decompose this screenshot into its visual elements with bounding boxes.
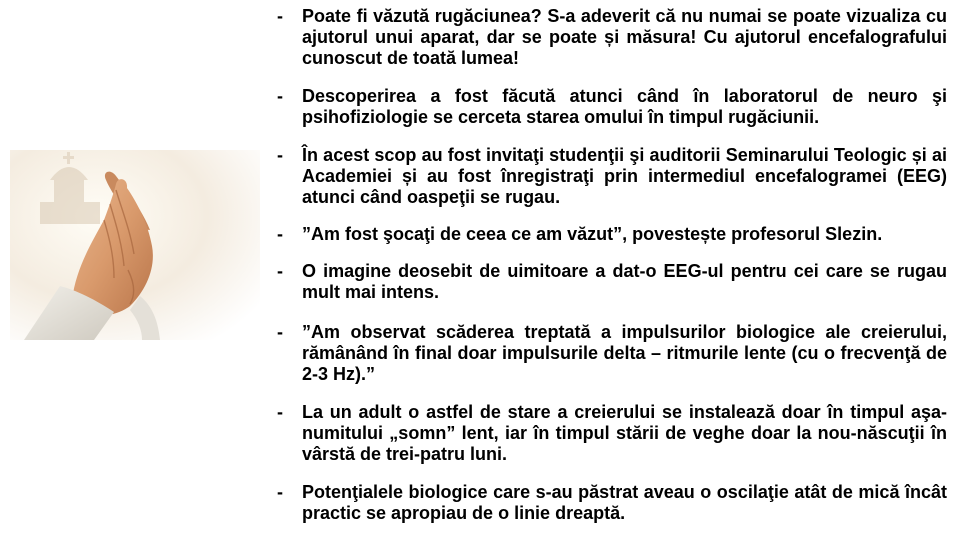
bullet-text: Potenţialele biologice care s-au păstrat aveau o oscilaţie atât de mică încât practic se apropiau de o linie dreaptă. xyxy=(302,482,947,523)
bullet-dash: - xyxy=(277,261,283,281)
bullet-text: La un adult o astfel de stare a creierului se instalează doar în timpul aşa-numitului „somn” lent, iar în timpul stării de veghe doar la nou-născuţii în vârstă de trei-patru luni. xyxy=(302,402,947,464)
bullet-item xyxy=(277,402,947,465)
bullet-item xyxy=(277,322,947,385)
bullet-item xyxy=(277,86,947,128)
bullet-text: O imagine deosebit de uimitoare a dat-o EEG-ul pentru cei care se rugau mult mai intens. xyxy=(302,261,947,302)
bullet-item xyxy=(277,261,947,303)
bullet-text: ”Am fost şocaţi de ceea ce am văzut”, povestește profesorul Slezin. xyxy=(302,224,883,244)
bullet-item xyxy=(277,482,947,524)
bullet-dash: - xyxy=(277,482,283,502)
bullet-dash: - xyxy=(277,145,283,165)
bullet-list xyxy=(277,6,947,542)
praying-hands-icon xyxy=(10,150,260,340)
bullet-dash: - xyxy=(277,402,283,422)
bullet-dash: - xyxy=(277,6,283,26)
bullet-dash: - xyxy=(277,322,283,342)
bullet-item xyxy=(277,145,947,208)
bullet-text: În acest scop au fost invitaţi studenţii şi auditorii Seminarului Teologic și ai Academiei și au fost înregistraţi prin intermediul encefalogramei (EEG) atunci când oaspeţii se rugau. xyxy=(302,145,947,207)
bullet-text: Poate fi văzută rugăciunea? S-a adeverit că nu numai se poate vizualiza cu ajutorul unui aparat, dar se poate și măsura! Cu ajutorul encefalografului cunoscut de toată lumea! xyxy=(302,6,947,68)
bullet-item xyxy=(277,6,947,69)
bullet-text: ”Am observat scăderea treptată a impulsurilor biologice ale creierului, rămânând în final doar impulsurile delta – ritmurile lente (cu o frecvenţă de 2-3 Hz).” xyxy=(302,322,947,384)
bullet-dash: - xyxy=(277,224,283,244)
praying-hands-illustration xyxy=(10,150,260,340)
bullet-dash: - xyxy=(277,86,283,106)
bullet-item xyxy=(277,224,947,245)
bullet-text: Descoperirea a fost făcută atunci când în laboratorul de neuro şi psihofiziologie se cerceta starea omului în timpul rugăciunii. xyxy=(302,86,947,127)
